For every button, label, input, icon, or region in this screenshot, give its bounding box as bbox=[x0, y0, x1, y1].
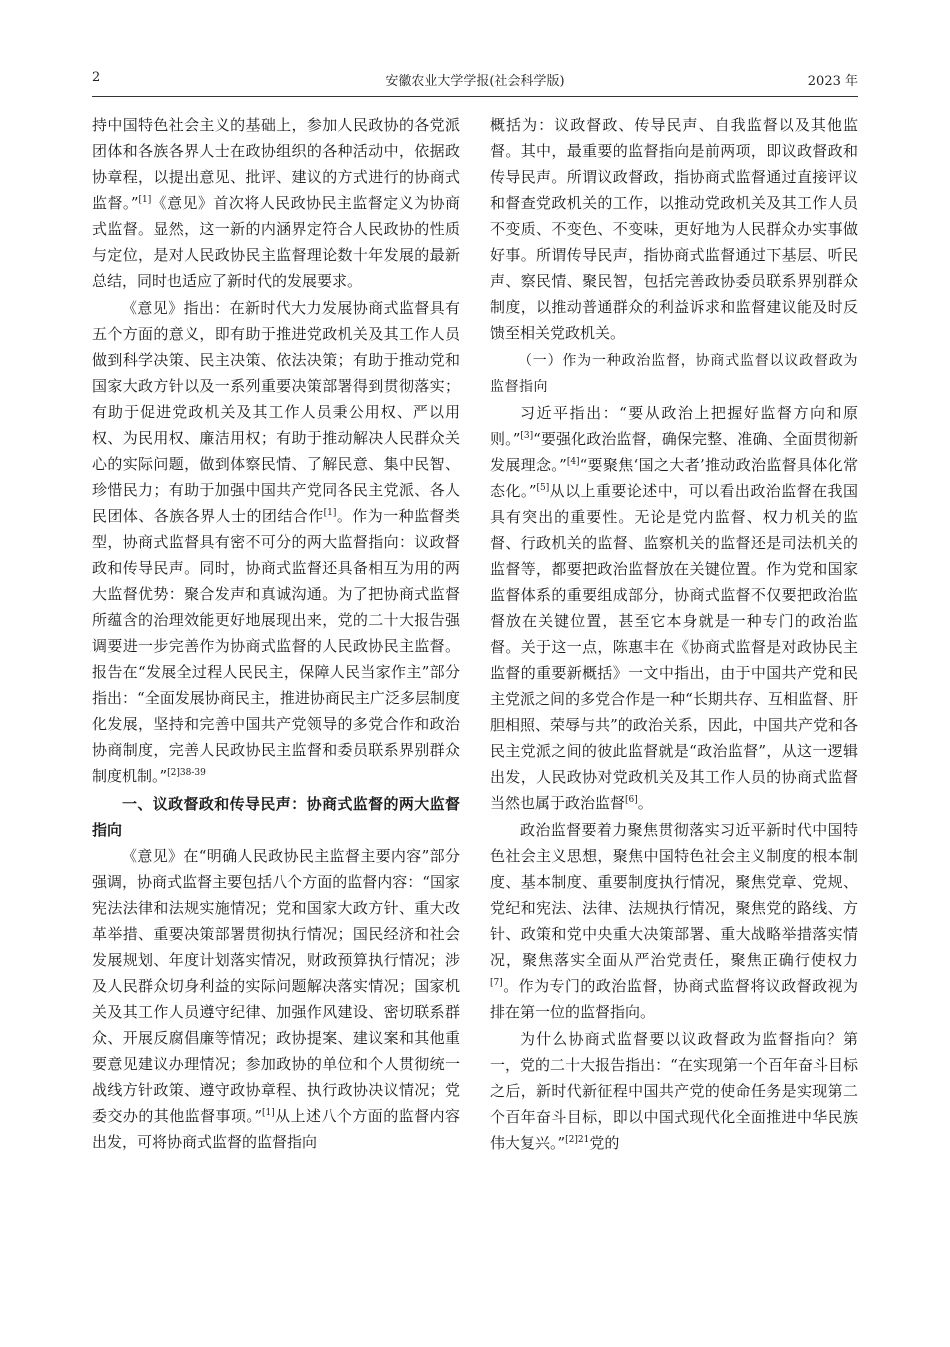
subsection-heading: （一）作为一种政治监督，协商式监督以议政督政为监督指向 bbox=[490, 353, 858, 395]
section-heading: 一、议政督政和传导民声：协商式监督的两大监督指向 bbox=[92, 795, 460, 839]
text-run: 习近平指出：“要从政治上把握好监督方向和原则。” bbox=[490, 404, 858, 448]
text-run: “要聚焦‘国之大者’推动政治监督具体化常态化。” bbox=[490, 456, 858, 500]
text-run: 《意见》首次将人民政协民主监督定义为协商式监督。显然，这一新的内涵界定符合人民政协的性质与定位，是对人民政协民主监督理论数十年发展的最新总结，同时也适应了新时代的发展要求。 bbox=[92, 194, 460, 290]
citation: [3] bbox=[520, 431, 534, 441]
citation: [2]21 bbox=[565, 1135, 590, 1145]
text-run: 持中国特色社会主义的基础上，参加人民政协的各党派团体和各族各界人士在政协组织的各种活动中，依据政协章程，以提出意见、批评、建议的方式进行的协商式监督。” bbox=[92, 116, 460, 212]
citation: [4] bbox=[566, 457, 580, 467]
text-run: 。作为一种监督类型，协商式监督具有密不可分的两大监督指向：议政督政和传导民声。同时，协商式监督还具备相互为用的两大监督优势：聚合发声和真诚沟通。为了把协商式监督所蕴含的治理效能更好地展现出来，党的二十大报告强调要进一步完善作为协商式监督的人民政协民主监督。报告在“发展全过程人民民主，保障人民当家作主”部分指出：“全面发展协商民主，推进协商民主广泛多层制度化发展，坚持和完善中国共产党领导的多党合作和政治协商制度，完善人民政协民主监督和委员联系界别群众制度机制。” bbox=[92, 507, 460, 785]
paragraph bbox=[490, 817, 858, 1025]
paragraph bbox=[92, 112, 460, 294]
citation: [1] bbox=[261, 1108, 275, 1118]
citation: [6] bbox=[625, 795, 638, 805]
publication-year: 2023 年 bbox=[807, 74, 858, 89]
paragraph bbox=[490, 1026, 858, 1156]
citation: [1] bbox=[138, 195, 152, 205]
text-run: 从以上重要论述中，可以看出政治监督在我国具有突出的重要性。无论是党内监督、权力机关的监督、行政机关的监督、监察机关的监督还是司法机关的监督等，都要把政治监督放在关键位置。作为党和国家监督体系的重要组成部分，协商式监督不仅要把政治监督放在关键位置，甚至它本身就是一种专门的政治监督。关于这一点，陈惠丰在《协商式监督是对政协民主监督的重要新概括》一文中指出，由于中国共产党和民主党派之间的多党合作是一种“长期共存、互相监督、肝胆相照、荣辱与共”的政治关系，因此，中国共产党和各民主党派之间的彼此监督就是“政治监督”，从这一逻辑出发，人民政协对党政机关及其工作人员的协商式监督当然也属于政治监督 bbox=[490, 482, 858, 812]
citation: [7] bbox=[490, 978, 503, 988]
citation: [5] bbox=[536, 483, 550, 493]
running-header bbox=[92, 70, 858, 94]
text-run: 政治监督要着力聚焦贯彻落实习近平新时代中国特色社会主义思想，聚焦中国特色社会主义制度的根本制度、基本制度、重要制度执行情况，聚焦党章、党规、党纪和宪法、法律、法规执行情况，聚焦党的路线、方针、政策和党中央重大决策部署、重大战略举措落实情况，聚焦落实全面从严治党责任，聚焦正确行使权力 bbox=[490, 821, 858, 969]
text-run: 为什么协商式监督要以议政督政为监督指向？第一，党的二十大报告指出：“在实现第一个百年奋斗目标之后，新时代新征程中国共产党的使命任务是实现第二个百年奋斗目标，即以中国式现代化全面推进中华民族伟大复兴。” bbox=[490, 1030, 858, 1152]
citation: [2]38-39 bbox=[167, 768, 206, 778]
journal-title: 安徽农业大学学报(社会科学版) bbox=[385, 74, 565, 89]
text-run: “要强化政治监督，确保完整、准确、全面贯彻新发展理念。” bbox=[490, 430, 859, 474]
paragraph bbox=[490, 400, 858, 816]
text-run: 从上述八个方面的监督内容出发，可将协商式监督的监督指向 bbox=[92, 1107, 460, 1151]
text-run: 。作为专门的政治监督，协商式监督将议政督政视为排在第一位的监督指向。 bbox=[490, 977, 858, 1021]
left-column bbox=[92, 112, 460, 1155]
paragraph: 概括为：议政督政、传导民声、自我监督以及其他监督。其中，最重要的监督指向是前两项，即议政督政和传导民声。所谓议政督政，指协商式监督通过直接评议和督查党政机关的工作，以推动党政机关及其工作人员不变质、不变色、不变味，更好地为人民群众办实事做好事。所谓传导民声，指协商式监督通过下基层、听民声、察民情、聚民智，包括完善政协委员联系界别群众制度，以推动普通群众的利益诉求和监督建议能及时反馈至相关党政机关。 bbox=[490, 116, 858, 342]
right-column bbox=[490, 112, 858, 1156]
header-rule bbox=[92, 96, 858, 97]
citation: [1] bbox=[323, 508, 337, 518]
page-number: 2 bbox=[92, 70, 101, 85]
text-run: 。 bbox=[637, 794, 653, 812]
text-run: 《意见》指出：在新时代大力发展协商式监督具有五个方面的意义，即有助于推进党政机关及其工作人员做到科学决策、民主决策、依法决策；有助于推动党和国家大政方针以及一系列重要决策部署得到贯彻落实；有助于促进党政机关及其工作人员秉公用权、严以用权、为民用权、廉洁用权；有助于推动解决人民群众关心的实际问题，做到体察民情、了解民意、集中民智、珍惜民力；有助于加强中国共产党同各民主党派、各人民团体、各族各界人士的团结合作 bbox=[92, 299, 460, 525]
text-run: 《意见》在“明确人民政协民主监督主要内容”部分强调，协商式监督主要包括八个方面的监督内容：“国家宪法法律和法规实施情况；党和国家大政方针、重大改革举措、重要决策部署贯彻执行情况；国民经济和社会发展规划、年度计划落实情况，财政预算执行情况；涉及人民群众切身利益的实际问题解决落实情况；国家机关及其工作人员遵守纪律、加强作风建设、密切联系群众、开展反腐倡廉等情况；政协提案、建议案和其他重要意见建议办理情况；参加政协的单位和个人贯彻统一战线方针政策、遵守政协章程、执行政协决议情况；党委交办的其他监督事项。” bbox=[92, 847, 460, 1125]
paragraph bbox=[92, 843, 460, 1155]
paragraph bbox=[92, 295, 460, 789]
text-run: 党的 bbox=[589, 1134, 620, 1152]
